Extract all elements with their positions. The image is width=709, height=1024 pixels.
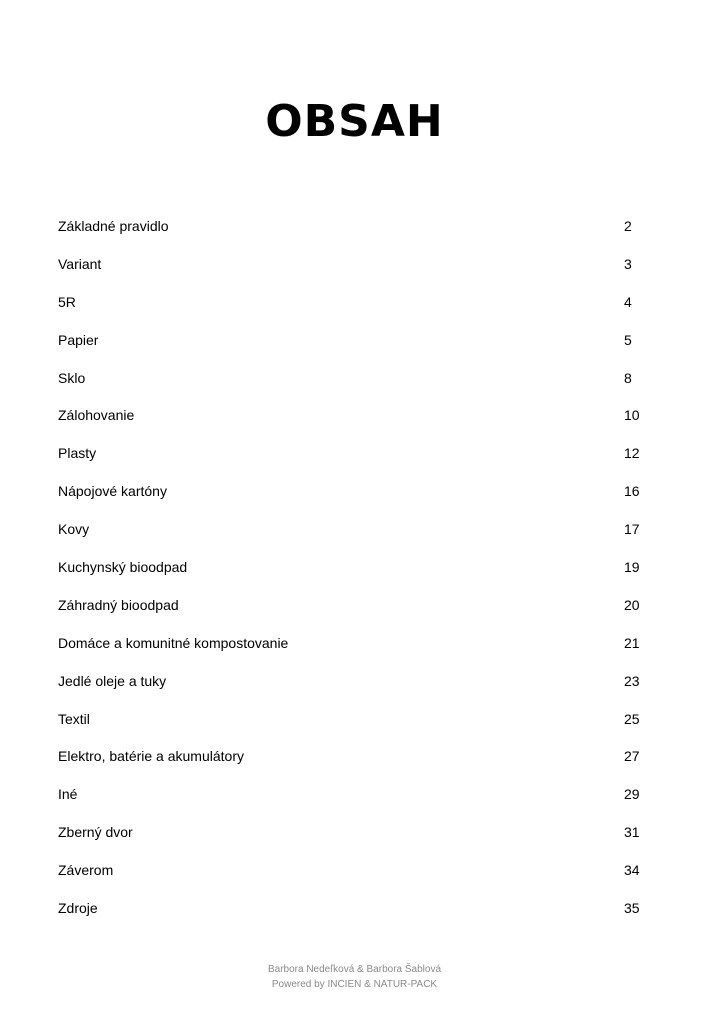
- toc-page-number: 29: [624, 786, 640, 803]
- toc-page-number: 27: [624, 748, 640, 765]
- page-title: OBSAH: [265, 96, 444, 147]
- toc-page-number: 19: [624, 558, 640, 575]
- toc-label: Zálohovanie: [58, 407, 135, 424]
- toc-page-number: 31: [624, 824, 640, 841]
- toc-label: Kovy: [58, 521, 90, 538]
- toc-label: Záverom: [58, 862, 114, 879]
- toc-page-number: 23: [624, 672, 640, 689]
- toc-row[interactable]: [58, 775, 644, 813]
- toc-page-number: 10: [624, 407, 640, 424]
- toc-row[interactable]: [58, 434, 644, 472]
- toc-row[interactable]: [58, 396, 644, 434]
- toc-row[interactable]: [58, 321, 644, 359]
- toc-label: Základné pravidlo: [58, 217, 169, 234]
- toc-label: Iné: [58, 786, 78, 803]
- toc-row[interactable]: [58, 889, 644, 927]
- page-footer: [0, 962, 709, 992]
- toc-page-number: 4: [624, 293, 632, 310]
- table-of-contents: [58, 207, 644, 927]
- footer-authors: Barbora Nedeľková & Barbora Šablová: [267, 964, 442, 975]
- toc-label: Variant: [58, 255, 102, 272]
- toc-row[interactable]: [58, 283, 644, 321]
- toc-row[interactable]: [58, 207, 644, 245]
- toc-page-number: 35: [624, 899, 640, 916]
- footer-powered-by: Powered by INCIEN & NATUR-PACK: [271, 979, 438, 990]
- toc-label: Zdroje: [58, 899, 98, 916]
- toc-label: Plasty: [58, 445, 97, 462]
- toc-row[interactable]: [58, 662, 644, 700]
- toc-label: Domáce a komunitné kompostovanie: [58, 634, 289, 651]
- toc-row[interactable]: [58, 700, 644, 738]
- toc-row[interactable]: [58, 359, 644, 397]
- toc-label: Jedlé oleje a tuky: [58, 672, 167, 689]
- toc-row[interactable]: [58, 245, 644, 283]
- toc-label: Elektro, batérie a akumulátory: [58, 748, 244, 765]
- toc-label: Kuchynský bioodpad: [58, 558, 188, 575]
- toc-page-number: 25: [624, 710, 640, 727]
- toc-label: Papier: [58, 331, 99, 348]
- toc-row[interactable]: [58, 624, 644, 662]
- toc-page-number: 5: [624, 331, 632, 348]
- toc-page-number: 20: [624, 596, 640, 613]
- toc-page-number: 12: [624, 445, 640, 462]
- toc-row[interactable]: [58, 586, 644, 624]
- toc-row[interactable]: [58, 510, 644, 548]
- toc-label: Nápojové kartóny: [58, 483, 167, 500]
- toc-label: Sklo: [58, 369, 86, 386]
- toc-row[interactable]: [58, 737, 644, 775]
- toc-label: Záhradný bioodpad: [58, 596, 179, 613]
- toc-row[interactable]: [58, 851, 644, 889]
- toc-label: 5R: [58, 293, 76, 310]
- toc-page-number: 17: [624, 521, 640, 538]
- toc-row[interactable]: [58, 472, 644, 510]
- toc-page-number: 21: [624, 634, 640, 651]
- toc-page-number: 3: [624, 255, 632, 272]
- toc-page-number: 34: [624, 862, 640, 879]
- toc-row[interactable]: [58, 813, 644, 851]
- toc-page-number: 2: [624, 217, 632, 234]
- toc-page-number: 8: [624, 369, 632, 386]
- toc-page-number: 16: [624, 483, 640, 500]
- toc-label: Textil: [58, 710, 90, 727]
- toc-row[interactable]: [58, 548, 644, 586]
- toc-label: Zberný dvor: [58, 824, 133, 841]
